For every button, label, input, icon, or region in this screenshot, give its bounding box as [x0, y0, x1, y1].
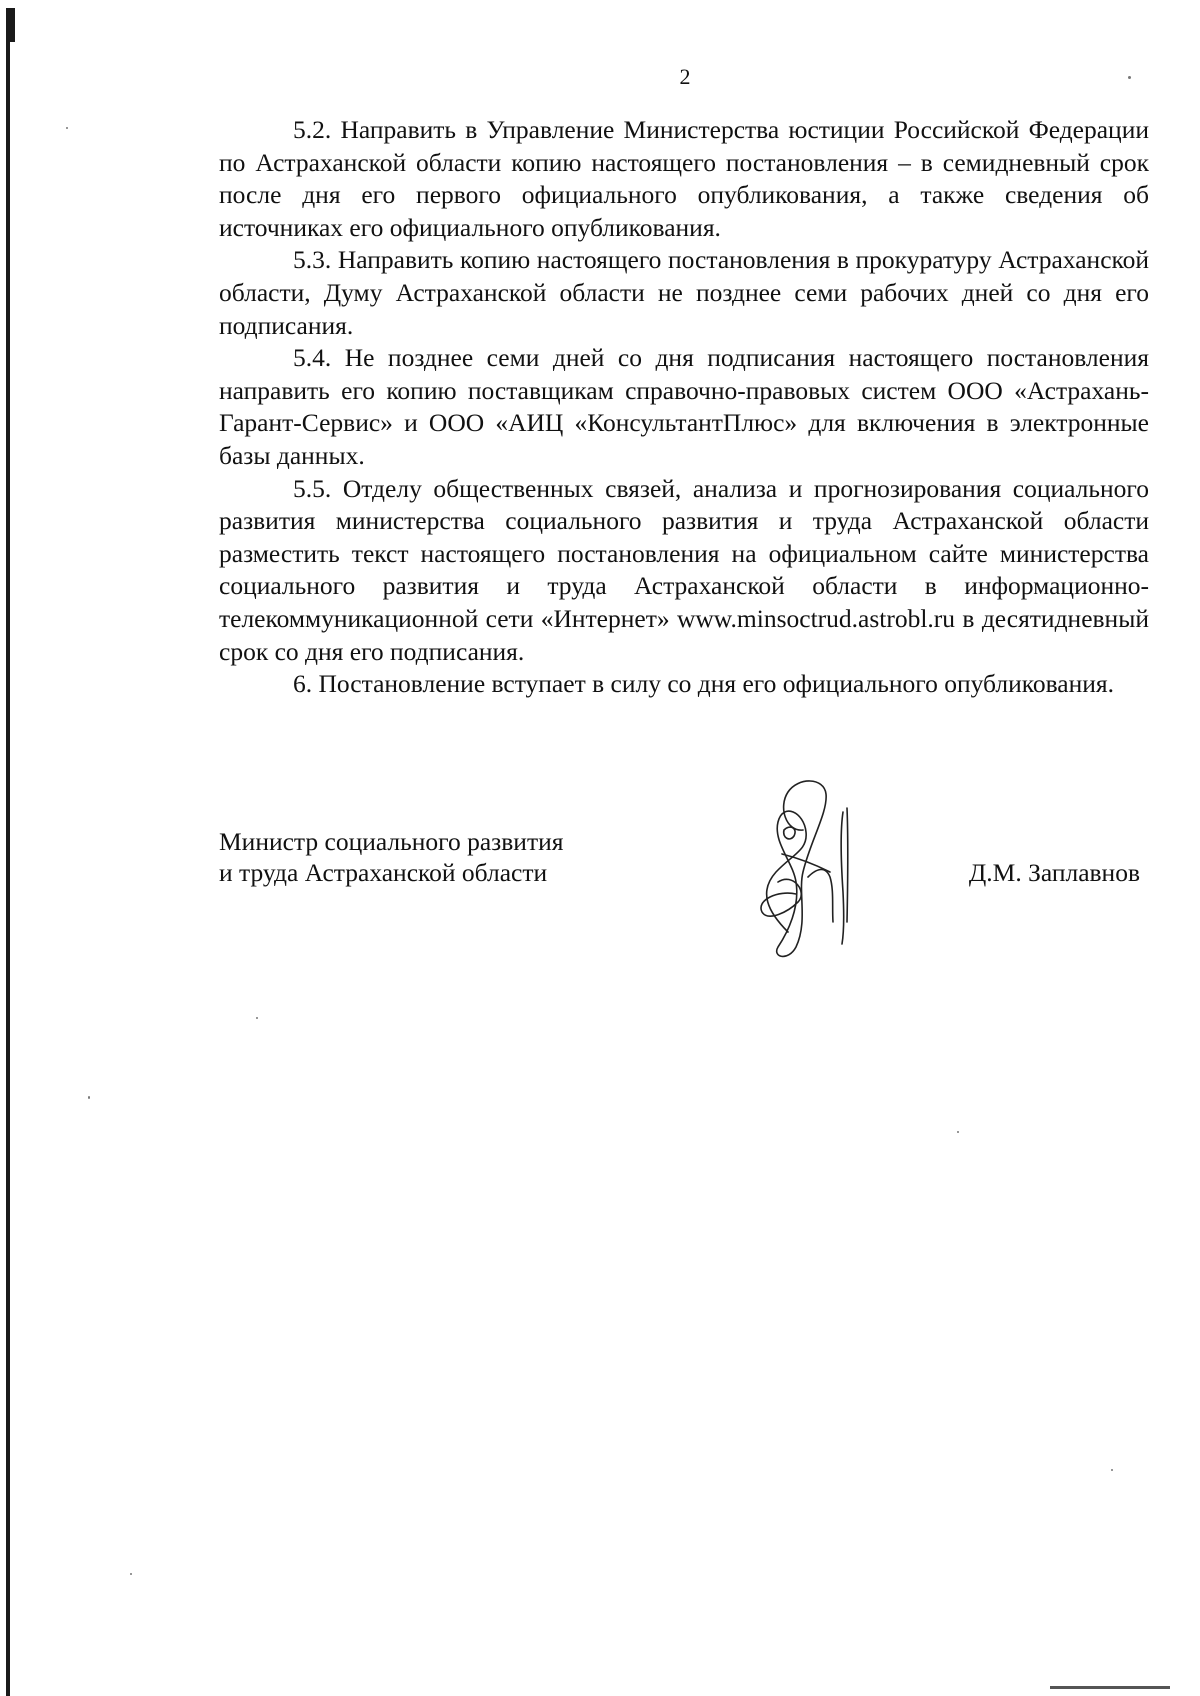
- paragraph-5-2: 5.2. Направить в Управление Министерства юстиции Российской Федерации по Астраханской области копию настоящего постановления – в семидневный срок после дня его первого официального опубликования, а также сведения об источниках его официального опубликования.: [219, 115, 1149, 242]
- scan-speck: [66, 127, 68, 129]
- signatory-title: [219, 826, 659, 888]
- scan-speck: [130, 1573, 132, 1575]
- scan-speck: [1128, 76, 1131, 79]
- signatory-title-line-2: и труда Астраханской области: [219, 858, 548, 887]
- paragraph-5-3: 5.3. Направить копию настоящего постановления в прокуратуру Астраханской области, Думу Астраханской области не позднее семи рабочих дней со дня его подписания.: [219, 245, 1149, 340]
- document-body: [219, 114, 1149, 701]
- page-number: 2: [679, 64, 691, 89]
- signatory-title-line-1: Министр социального развития: [219, 827, 564, 856]
- paragraph-5-4: 5.4. Не позднее семи дней со дня подписания настоящего постановления направить его копию поставщикам справочно-правовых систем ООО «Астрахань-Гарант-Сервис» и ООО «АИЦ «КонсультантПлюс» для включения в электронные базы данных.: [219, 343, 1149, 470]
- signatory-name: Д.М. Заплавнов: [968, 858, 1140, 887]
- scan-speck: [88, 1096, 90, 1099]
- scan-speck: [256, 1017, 258, 1019]
- scan-edge-mark: [6, 8, 10, 1696]
- handwritten-signature: [748, 772, 878, 972]
- scan-corner-mark: [1050, 1686, 1170, 1689]
- paragraph-5-5: 5.5. Отделу общественных связей, анализа и прогнозирования социального развития министерства социального развития и труда Астраханской области разместить текст настоящего постановления на официальном сайте министерства социального развития и труда Астраханской области в информационно-телекоммуникационной сети «Интернет» www.minsoctrud.astrobl.ru в десятидневный срок со дня его подписания.: [219, 473, 1149, 666]
- scan-speck: [1111, 1469, 1113, 1471]
- scan-speck: [957, 1131, 959, 1133]
- paragraph-6: 6. Постановление вступает в силу со дня его официального опубликования.: [293, 669, 1114, 699]
